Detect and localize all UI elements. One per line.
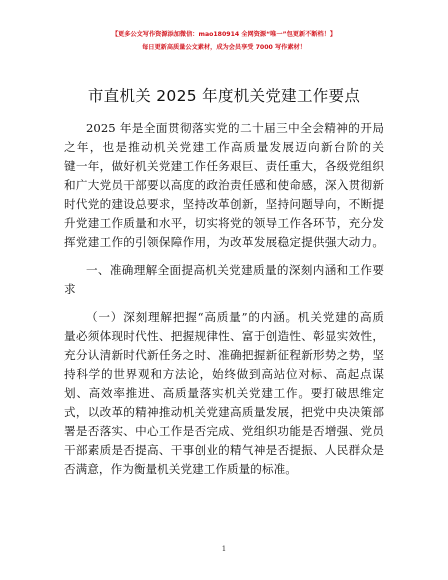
paragraph-2-line: 署是否落实、中心工作是否完成、党组织功能是否增强、党员	[64, 424, 384, 438]
promo-banner-line-1: 【更多公文写作资源添加微信：mao180914 全网资源“唯一”包更新不断档！】	[111, 31, 337, 38]
section-heading-line: 求	[64, 282, 76, 296]
paragraph-2-line: 式，以改革的精神推动机关党建高质量发展，把党中央决策部	[64, 405, 384, 419]
paragraph-1-line: 时代党的建设总要求，坚持改革创新，坚持问题导向，不断提	[64, 197, 384, 211]
paragraph-2-line: 干部素质是否提高、干事创业的精气神是否提振、人民群众是	[64, 443, 384, 457]
paragraph-2-line: 否满意，作为衡量机关党建工作质量的标准。	[64, 462, 297, 476]
paragraph-1-line: 挥党建工作的引领保障作用，为改革发展稳定提供强大动力。	[64, 235, 384, 249]
paragraph-1-line: 2025 年是全面贯彻落实党的二十届三中全会精神的开局	[86, 121, 384, 135]
paragraph-2-line: 量必须体现时代性、把握规律性、富于创造性、彰显实效性，	[64, 329, 384, 343]
document-title: 市直机关 2025 年度机关党建工作要点	[87, 87, 361, 105]
promo-banner-line-2: 每日更新高质量公文素材，成为会员享受 7000 写作素材！	[142, 44, 306, 51]
paragraph-2-line: 持科学的世界观和方法论，始终做到高站位对标、高起点谋	[64, 367, 384, 381]
paragraph-2-line: 充分认清新时代新任务之时、准确把握新征程新形势之势，坚	[64, 348, 384, 362]
paragraph-1-line: 升党建工作质量和水平，切实将党的领导工作各环节，充分发	[64, 216, 384, 230]
paragraph-1-line: 之年，也是推动机关党建工作高质量发展迈向新台阶的关	[64, 140, 384, 154]
paragraph-1-line: 键一年，做好机关党建工作任务艰巨、责任重大，各级党组织	[64, 159, 384, 173]
paragraph-2-line: 划、高效率推进、高质量落实机关党建工作。要打破思维定	[64, 386, 384, 400]
section-heading-line: 一、准确理解全面提高机关党建质量的深刻内涵和工作要	[86, 263, 384, 277]
paragraph-1-line: 和广大党员干部要以高度的政治责任感和使命感，深入贯彻新	[64, 178, 384, 192]
page-number: 1	[221, 545, 227, 553]
paragraph-2-line: （一）深刻理解把握“高质量”的内涵。机关党建的高质	[86, 310, 384, 324]
